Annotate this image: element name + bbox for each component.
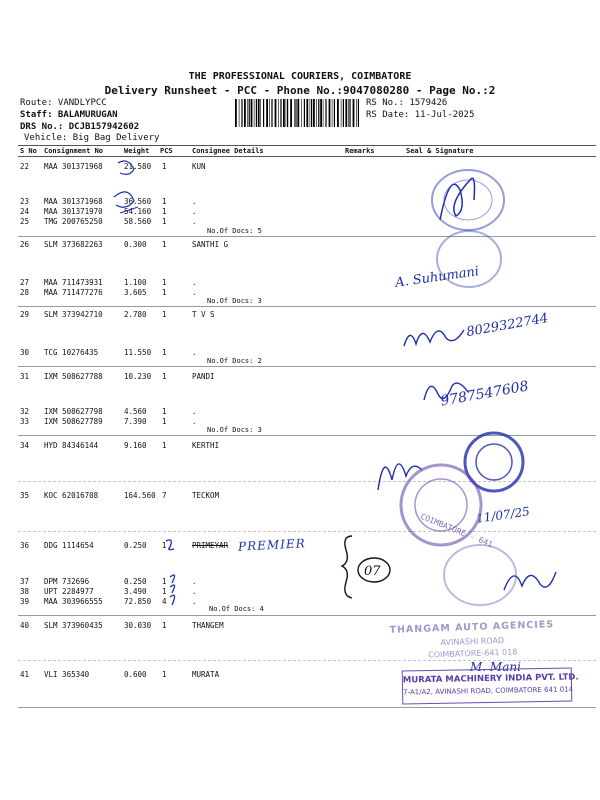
sno: 34 [20,441,30,450]
handwritten-tick-marks [162,535,192,610]
handwritten-count: 07 [364,564,381,579]
weight: 0.250 [124,577,147,586]
rs-date: RS Date: 11-Jul-2025 [366,110,475,120]
consignee-name: . [192,587,197,596]
pcs: 1 [162,288,167,297]
pcs: 1 [162,577,167,586]
weight: 58.560 [124,217,152,226]
col-sno: S No [20,147,37,155]
staff-label: Staff: BALAMURUGAN [20,110,118,120]
pcs: 1 [162,207,167,216]
pcs: 1 [162,417,167,426]
consignee-name: . [192,577,197,586]
weight: 4.560 [124,407,147,416]
pcs: 4 [162,597,167,606]
col-weight: Weight [124,147,150,155]
weight: 9.160 [124,441,147,450]
drs-label: DRS No.: DCJB157942602 [20,122,140,132]
consignment-no: TCG 10276435 [44,348,99,357]
pcs: 1 [162,541,167,550]
docs-count: No.Of Docs: 5 [207,227,262,235]
weight: 0.300 [124,240,147,249]
pcs: 1 [162,348,167,357]
consignee-name: . [192,207,197,216]
weight: 30.030 [124,621,152,630]
weight: 3.605 [124,288,147,297]
sno: 24 [20,207,30,216]
consignee-name: . [192,597,197,606]
consignee-name: . [192,407,197,416]
pcs: 1 [162,670,167,679]
thangam-stamp [379,619,566,673]
consignee-name: TECKOM [192,491,220,500]
consignee-name: . [192,278,197,287]
murata-stamp [402,668,579,705]
consignment-no: DDG 1114654 [44,541,94,550]
thangam-line3: COIMBATORE-641 018 [428,647,518,660]
sno: 35 [20,491,30,500]
sno: 36 [20,541,30,550]
weight: 1.100 [124,278,147,287]
consignment-no: SLM 373942710 [44,310,103,319]
company-title: THE PROFESSIONAL COURIERS, COIMBATORE [188,71,412,82]
consignment-no: MAA 711473931 [44,278,103,287]
sno: 26 [20,240,30,249]
sno: 37 [20,577,30,586]
sno: 38 [20,587,30,596]
pcs: 1 [162,621,167,630]
weight: 36.560 [124,197,152,206]
pcs: 1 [162,240,167,249]
rs-number: RS No.: 1579426 [366,98,448,108]
vehicle-label: Vehicle: Big Bag Delivery [24,133,160,143]
consignment-no: MAA 301371970 [44,207,103,216]
handwritten-phone-2: 9787547608 [439,378,530,410]
consignee-name: T V S [192,310,215,319]
handwritten-phone-1: 8029322744 [465,310,550,341]
sno: 32 [20,407,30,416]
consignment-no: IXM 508627789 [44,417,103,426]
sno: 23 [20,197,30,206]
consignment-no: VLI 365340 [44,670,90,679]
sno: 33 [20,417,30,426]
weight: 10.230 [124,372,152,381]
consignment-no: TMG 200765250 [44,217,103,226]
consignee-name: KERTHI [192,441,220,450]
consignee-name: SANTHI G [192,240,229,249]
weight: 0.250 [124,541,147,550]
consignee-name: KUN [192,162,206,171]
consignment-no: SLM 373960435 [44,621,103,630]
barcode [235,99,360,127]
consignment-no: MAA 303966555 [44,597,103,606]
consignment-no: SLM 373682263 [44,240,103,249]
sno: 28 [20,288,30,297]
consignment-no: KOC 62016708 [44,491,99,500]
round-stamp-5 [440,540,520,610]
col-pcs: PCS [160,147,173,155]
pcs: 1 [162,162,167,171]
weight: 164.560 [124,491,156,500]
pcs: 1 [162,407,167,416]
consignment-no: MAA 711477276 [44,288,103,297]
weight: 7.390 [124,417,147,426]
sno: 39 [20,597,30,606]
col-remarks: Remarks [345,147,375,155]
murata-line1: MURATA MACHINERY INDIA PVT. LTD. [402,672,579,686]
pcs: 1 [162,197,167,206]
round-stamp-1 [428,165,508,235]
col-consignment: Consignment No [44,147,104,155]
handwritten-name: M. Mani [470,660,521,674]
sno: 25 [20,217,30,226]
handwritten-premier: PREMIER [237,536,307,554]
sno: 29 [20,310,30,319]
consignee-name: PANDI [192,372,215,381]
weight: 11.550 [124,348,152,357]
consignee-name: . [192,288,197,297]
consignment-no: IXM 508627798 [44,407,103,416]
consignment-no: DPM 732696 [44,577,90,586]
pcs: 7 [162,491,167,500]
sno: 40 [20,621,30,630]
consignee-name: . [192,197,197,206]
consignee-name: . [192,217,197,226]
teckom-ring-text: COIMBATORE - 641 [419,511,494,550]
sno: 41 [20,670,30,679]
thangam-line1: THANGAM AUTO AGENCIES [389,619,555,636]
pcs: 1 [162,441,167,450]
consignee-name: THANGEM [192,621,224,630]
consignee-name: . [192,417,197,426]
docs-count: No.Of Docs: 3 [207,426,262,434]
pcs: 1 [162,310,167,319]
consignment-no: MAA 301371968 [44,197,103,206]
pcs: 1 [162,372,167,381]
sno: 30 [20,348,30,357]
weight: 21.580 [124,162,152,171]
weight: 0.600 [124,670,147,679]
weight: 3.490 [124,587,147,596]
docs-count: No.Of Docs: 2 [207,357,262,365]
sno: 31 [20,372,30,381]
thangam-line2: AVINASHI ROAD [440,635,505,648]
col-consignee: Consignee Details [192,147,264,155]
handwritten-strike-marks [110,155,190,235]
weight: 72.850 [124,597,152,606]
consignee-name: MURATA [192,670,220,679]
docs-count: No.Of Docs: 3 [207,297,262,305]
col-seal-signature: Seal & Signature [406,147,474,155]
docs-count: No.Of Docs: 4 [209,605,264,613]
sno: 27 [20,278,30,287]
consignment-no: MAA 301371968 [44,162,103,171]
signature-3 [400,316,470,356]
weight: 2.780 [124,310,147,319]
runsheet-subtitle: Delivery Runsheet - PCC - Phone No.:9047080280 - Page No.:2 [104,84,496,97]
pcs: 1 [162,217,167,226]
consignment-no: HYD 84346144 [44,441,99,450]
sno: 22 [20,162,30,171]
route-label: Route: VANDLYPCC [20,98,107,108]
consignment-no: IXM 508627788 [44,372,103,381]
pcs: 1 [162,278,167,287]
handwritten-date: 11/07/25 [475,504,531,526]
consignee-name: PRIMEYAR [192,541,229,550]
consignment-no: UPT 2284977 [44,587,94,596]
consignee-name: . [192,348,197,357]
pcs: 1 [162,587,167,596]
weight: 54.160 [124,207,152,216]
signature-suhumani: A. Suhumani [394,264,480,291]
murata-line2: 7-A1/A2, AVINASHI ROAD, COIMBATORE 641 014 [403,685,574,697]
round-stamp-2 [434,228,504,290]
